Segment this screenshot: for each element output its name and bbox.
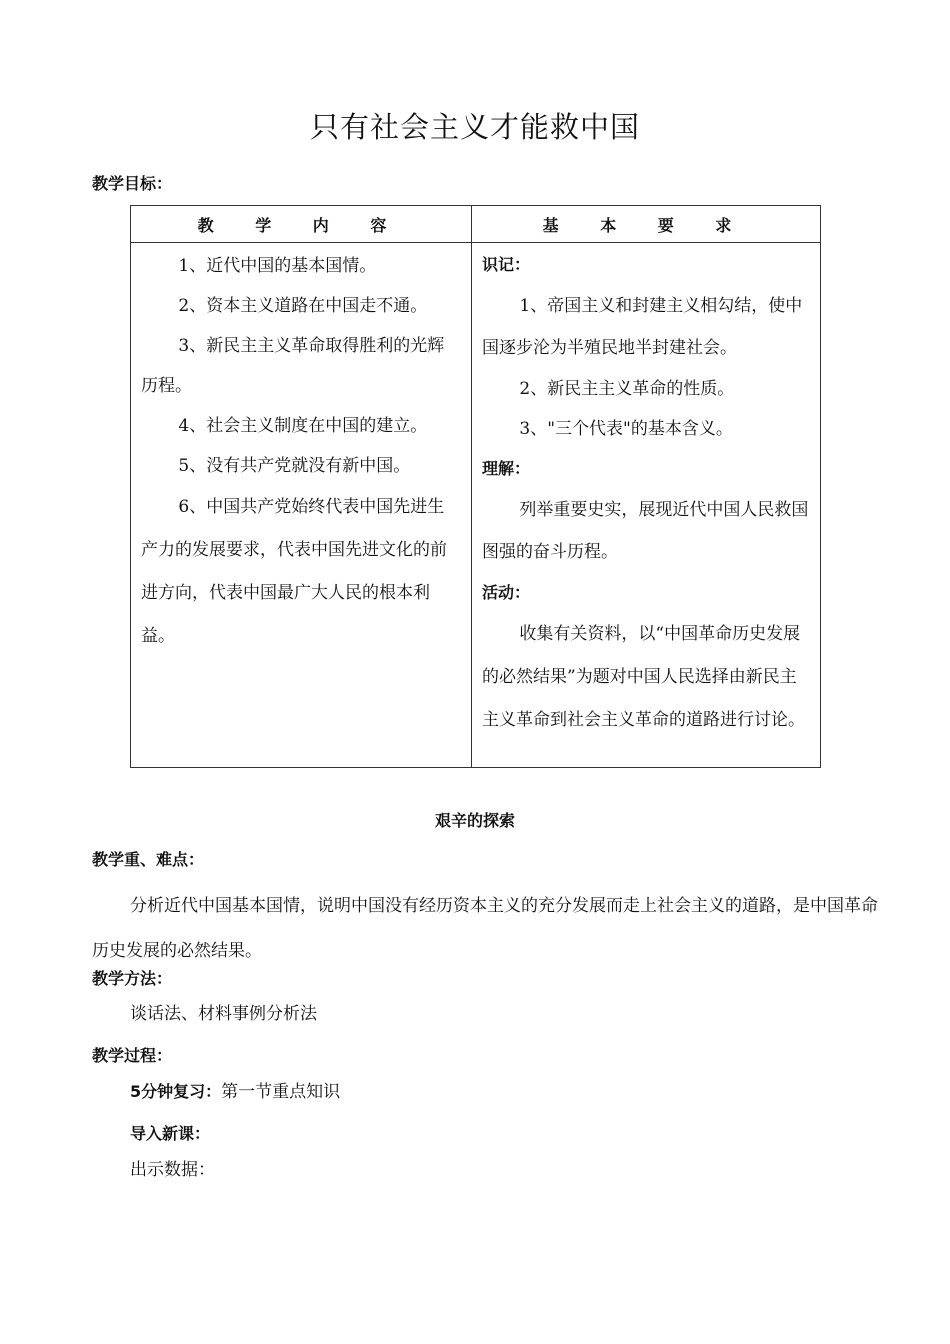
understand-text: 列举重要史实，展现近代中国人民救国图强的奋斗历程。	[482, 500, 809, 562]
review-line	[130, 1082, 340, 1102]
content-item: 5、没有共产党就没有新中国。	[178, 456, 411, 476]
requirements-cell	[472, 243, 821, 768]
objectives-table	[130, 205, 821, 768]
header-content: 教 学 内 容	[131, 206, 472, 243]
intro-label: 导入新课：	[130, 1124, 211, 1143]
content-item: 1、近代中国的基本国情。	[178, 256, 377, 276]
table-header-row	[131, 206, 821, 243]
page-title: 只有社会主义才能救中国	[309, 110, 640, 144]
header-requirements: 基 本 要 求	[472, 206, 821, 243]
section-title: 艰辛的探索	[434, 811, 515, 830]
remember-item: 1、帝国主义和封建主义相勾结，使中国逐步沦为半殖民地半封建社会。	[482, 296, 803, 358]
review-label: 5分钟复习：	[130, 1082, 222, 1101]
content-item: 6、中国共产党始终代表中国先进生产力的发展要求，代表中国先进文化的前进方向，代表中国最广大人民的根本利益。	[141, 497, 447, 646]
remember-label: 识记：	[482, 255, 531, 274]
table-body-row	[131, 243, 821, 768]
review-text: 第一节重点知识	[221, 1082, 341, 1102]
key-points-label: 教学重、难点：	[92, 850, 205, 869]
understand-label: 理解：	[482, 459, 531, 478]
content-item: 3、新民主主义革命取得胜利的光辉历程。	[141, 336, 445, 396]
content-cell	[131, 243, 472, 768]
remember-item: 3、"三个代表"的基本含义。	[519, 419, 733, 439]
methods-label: 教学方法：	[92, 969, 173, 988]
objectives-label: 教学目标：	[92, 174, 173, 193]
activity-text: 收集有关资料，以“中国革命历史发展的必然结果”为题对中国人民选择由新民主主义革命到社会主义革命的道路进行讨论。	[482, 624, 805, 730]
activity-label: 活动：	[482, 583, 531, 602]
methods-text: 谈话法、材料事例分析法	[130, 1004, 317, 1024]
show-data-text: 出示数据：	[130, 1160, 215, 1180]
remember-item: 2、新民主主义革命的性质。	[519, 379, 735, 399]
content-item: 4、社会主义制度在中国的建立。	[178, 416, 428, 436]
key-points-text: 分析近代中国基本国情，说明中国没有经历资本主义的充分发展而走上社会主义的道路，是中国革命历史发展的必然结果。	[92, 896, 878, 961]
content-item: 2、资本主义道路在中国走不通。	[178, 296, 428, 316]
process-label: 教学过程：	[92, 1046, 173, 1065]
